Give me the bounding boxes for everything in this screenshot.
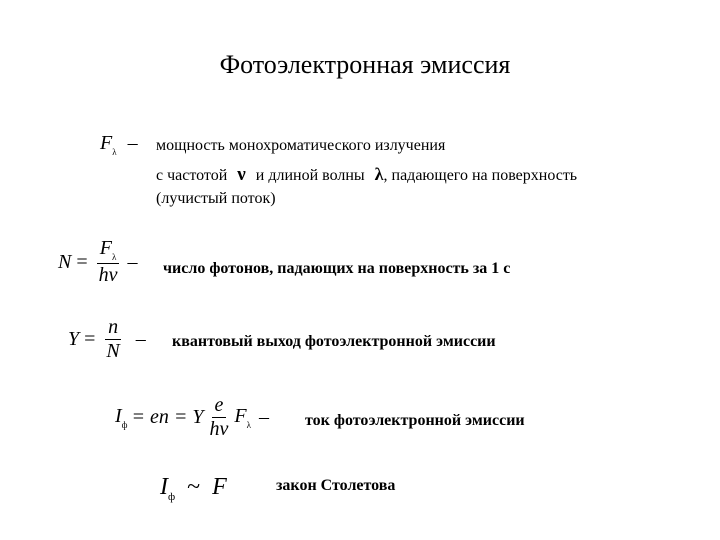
dash: –	[259, 406, 269, 428]
f-subscript: λ	[112, 147, 117, 157]
dash: –	[127, 132, 138, 154]
lambda-symbol: λ	[374, 164, 384, 184]
stoletov-law-text: закон Столетова	[276, 477, 396, 494]
formula-quantum-yield	[68, 317, 146, 362]
formula-photocurrent	[115, 395, 269, 440]
text-incident: , падающего на поверхность	[383, 167, 578, 184]
luminous-flux-line2	[156, 164, 577, 186]
expression-en-y: = en = Y	[131, 406, 204, 428]
equals-sign: =	[84, 328, 96, 350]
fraction-n-over-n	[103, 317, 122, 362]
luminous-flux-line3: (лучистый поток)	[156, 190, 276, 207]
equals-sign: =	[76, 250, 88, 273]
text-frequency: с частотой	[156, 167, 228, 184]
f-symbol: F	[212, 474, 227, 500]
dash: –	[127, 250, 138, 273]
quantum-yield-text: квантовый выход фотоэлектронной эмиссии	[172, 333, 496, 350]
photocurrent-text: ток фотоэлектронной эмиссии	[305, 412, 525, 429]
i-symbol: $I_ф$	[160, 474, 176, 503]
fraction-denominator: hν	[98, 264, 118, 287]
text-wavelength: и длиной волны	[255, 167, 365, 184]
i-symbol: $I_ф$	[115, 405, 128, 430]
photon-count-text: число фотонов, падающих на поверхность за 1 с	[163, 260, 511, 277]
fraction-f-over-hnu	[96, 238, 121, 286]
y-symbol: Y	[68, 328, 80, 350]
n-symbol: N	[58, 250, 72, 273]
proportional-sign: ~	[187, 474, 201, 500]
fraction-numerator: $F_\lambda$	[97, 238, 120, 264]
fraction-denominator: N	[106, 340, 120, 362]
dash: –	[135, 328, 146, 350]
formula-f-lambda	[100, 132, 138, 157]
f-lambda-symbol: $F_\lambda$	[234, 405, 251, 430]
luminous-flux-line1: мощность монохроматического излучения	[156, 137, 446, 154]
nu-symbol: ν	[237, 164, 246, 185]
fraction-numerator: e	[212, 395, 227, 418]
formula-photon-count	[58, 238, 138, 286]
fraction-e-over-hnu	[207, 395, 232, 440]
fraction-numerator: n	[105, 317, 121, 340]
f-symbol: F	[100, 132, 113, 154]
fraction-denominator: hν	[209, 418, 229, 440]
slide-title: Фотоэлектронная эмиссия	[219, 50, 511, 79]
formula-stoletov-law	[160, 474, 227, 503]
